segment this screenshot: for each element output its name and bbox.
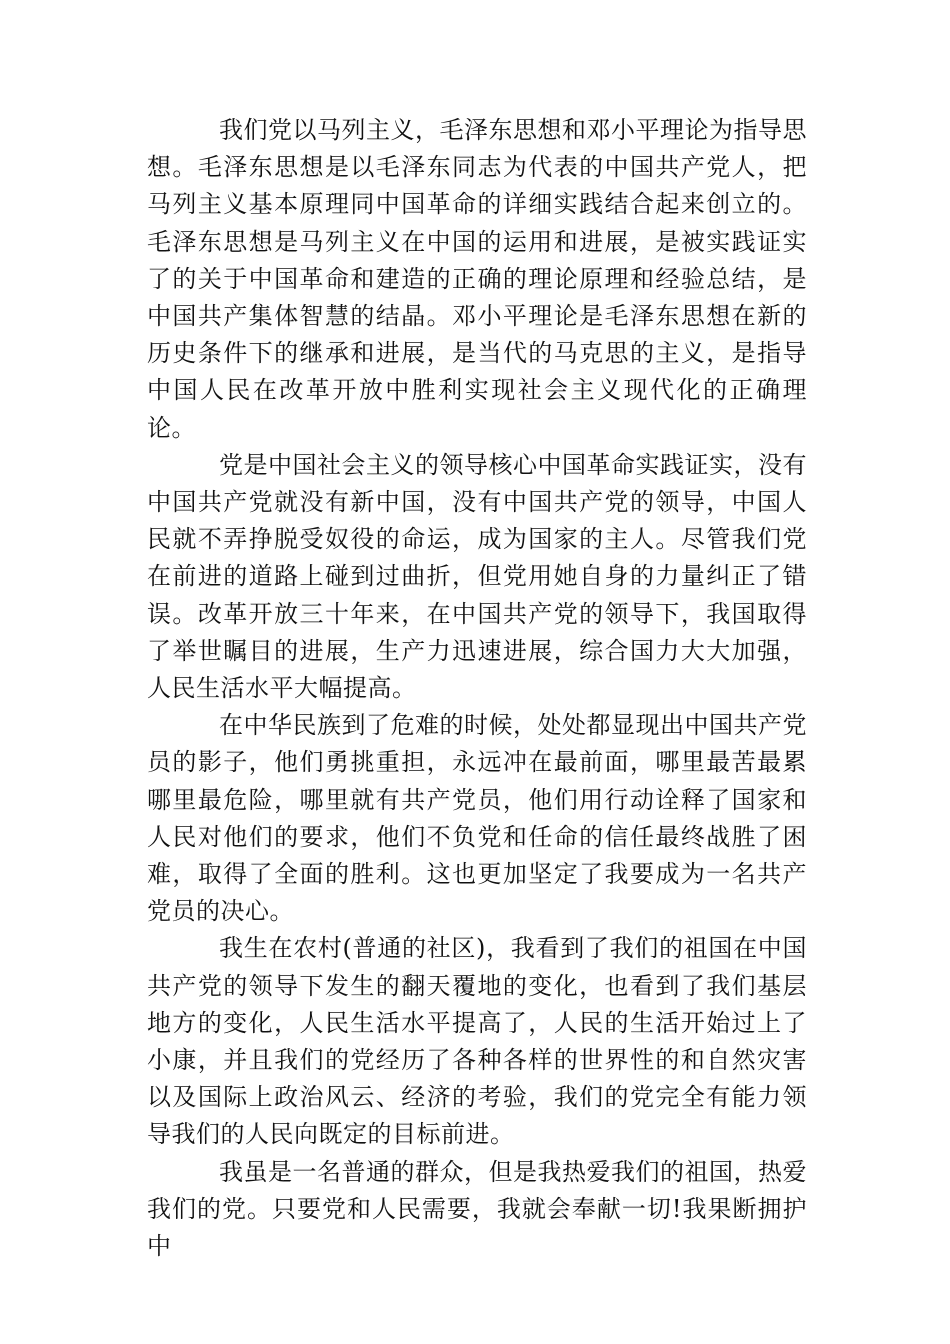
paragraph-1: 我们党以马列主义，毛泽东思想和邓小平理论为指导思想。毛泽东思想是以毛泽东同志为代表的中国共产党人，把马列主义基本原理同中国革命的详细实践结合起来创立的。毛泽东思想是马列主义在中国的运用和进展，是被实践证实了的关于中国革命和建造的正确的理论原理和经验总结，是中国共产集体智慧的结晶。邓小平理论是毛泽东思想在新的历史条件下的继承和进展，是当代的马克思的主义，是指导中国人民在改革开放中胜利实现社会主义现代化的正确理论。 — [147, 116, 807, 442]
paragraph-3: 在中华民族到了危难的时候，处处都显现出中国共产党员的影子，他们勇挑重担，永远冲在最前面，哪里最苦最累哪里最危险，哪里就有共产党员，他们用行动诠释了国家和人民对他们的要求，他们不负党和任命的信任最终战胜了困难，取得了全面的胜利。这也更加坚定了我要成为一名共产党员的决心。 — [147, 711, 807, 926]
document-body — [147, 112, 807, 1265]
paragraph-5: 我虽是一名普通的群众，但是我热爱我们的祖国，热爱我们的党。只要党和人民需要，我就会奉献一切!我果断拥护中 — [147, 1157, 807, 1261]
paragraph-2: 党是中国社会主义的领导核心中国革命实践证实，没有中国共产党就没有新中国，没有中国共产党的领导，中国人民就不弄挣脱受奴役的命运，成为国家的主人。尽管我们党在前进的道路上碰到过曲折，但党用她自身的力量纠正了错误。改革开放三十年来，在中国共产党的领导下，我国取得了举世瞩目的进展，生产力迅速进展，综合国力大大加强，人民生活水平大幅提高。 — [147, 450, 807, 703]
paragraph-4: 我生在农村(普通的社区)，我看到了我们的祖国在中国共产党的领导下发生的翻天覆地的变化，也看到了我们基层地方的变化，人民生活水平提高了，人民的生活开始过上了小康，并且我们的党经历了各种各样的世界性的和自然灾害以及国际上政治风云、经济的考验，我们的党完全有能力领导我们的人民向既定的目标前进。 — [147, 934, 807, 1149]
